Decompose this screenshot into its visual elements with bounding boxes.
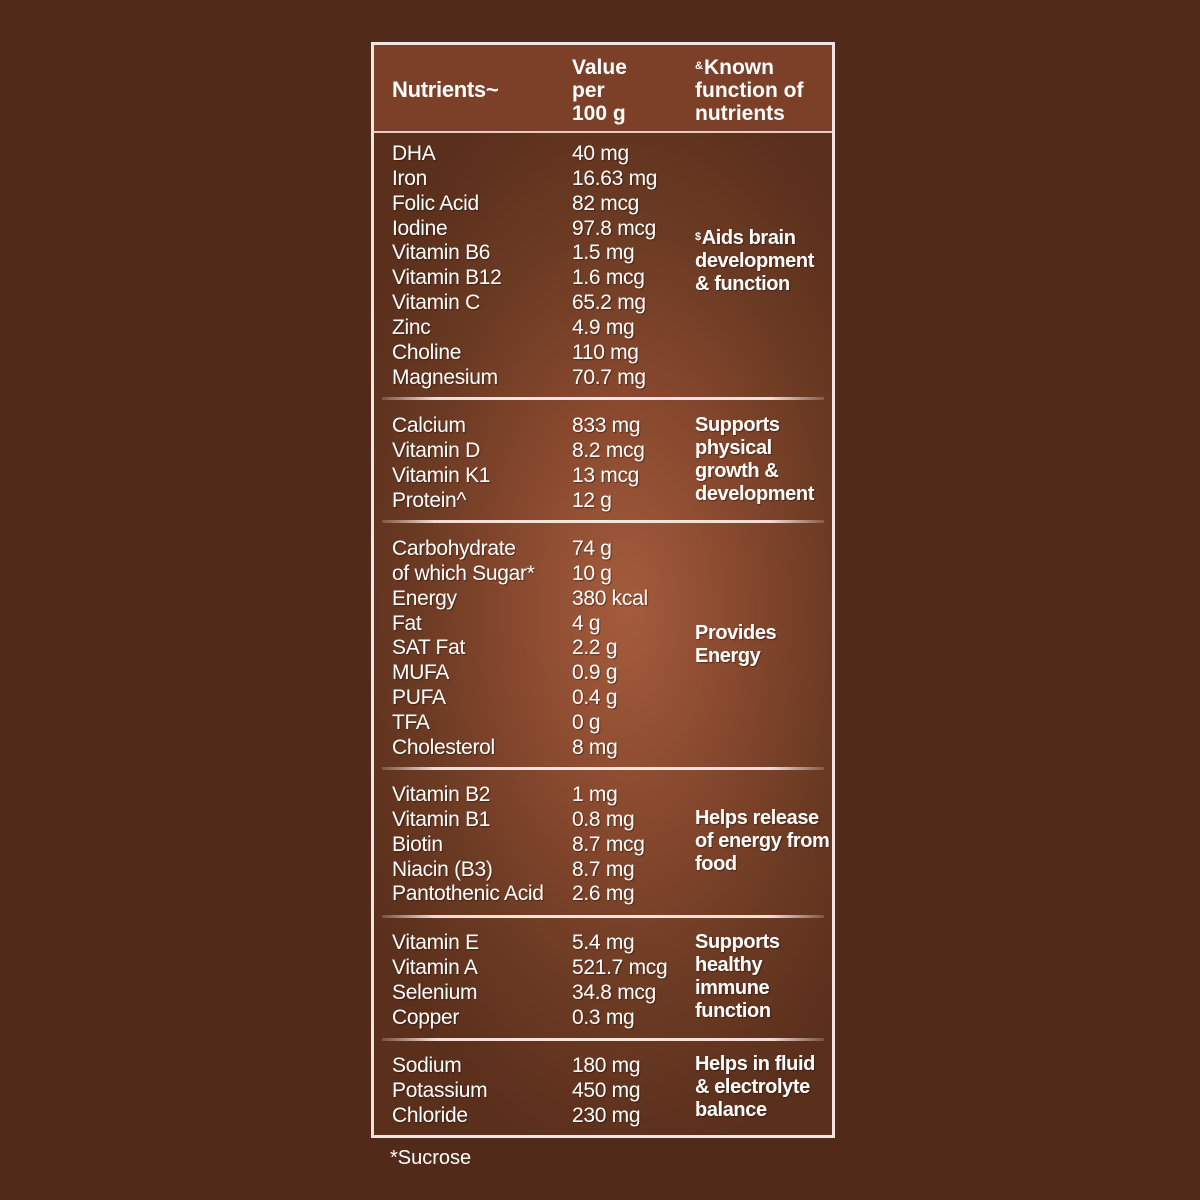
nutrient-name: Iron [392,166,427,190]
nutrient-value: 34.8 mcg [572,980,656,1004]
nutrient-value: 180 mg [572,1054,641,1077]
table-row [374,611,694,636]
nutrient-value: 2.6 mg [572,882,635,906]
table-row [374,980,694,1005]
nutrient-name: Pantothenic Acid [392,882,544,906]
nutrient-name: DHA [392,142,436,165]
nutrient-name: Vitamin K1 [392,463,491,487]
nutrient-value: 8 mg [572,735,618,759]
nutrient-value: 12 g [572,488,612,512]
table-row [374,1053,694,1078]
nutrient-name: Vitamin B1 [392,807,491,831]
header-known-marker: & [695,60,703,72]
nutrient-name: Energy [392,586,457,610]
nutrient-name: Choline [392,340,462,364]
nutrient-value: 4 g [572,611,601,635]
section-divider [382,520,824,523]
nutrient-value: 110 mg [572,340,639,364]
nutrition-table [371,42,835,1138]
nutrient-value: 8.7 mcg [572,832,645,856]
group-function [695,931,830,1023]
nutrient-name: Potassium [392,1078,488,1102]
nutrient-value: 16.63 mg [572,166,658,190]
nutrient-name: Calcium [392,414,466,437]
nutrient-value: 0 g [572,710,601,734]
function-text: Helps release of energy from food [695,807,830,875]
nutrient-name: Vitamin D [392,438,480,462]
nutrient-name: Vitamin B6 [392,241,491,265]
function-text: Helps in fluid & electrolyte balance [695,1053,815,1121]
group-function [695,807,830,876]
group-function [695,414,830,506]
table-row [374,635,694,660]
table-row [374,265,694,290]
group-function [695,622,830,668]
nutrient-name: Vitamin A [392,955,478,979]
nutrient-value: 4.9 mg [572,315,635,339]
table-row [374,807,694,832]
nutrient-value: 1 mg [572,783,618,806]
table-header [374,45,832,133]
nutrient-name: Cholesterol [392,735,495,759]
nutrient-value: 2.2 g [572,636,618,660]
table-row [374,240,694,265]
function-text: Supports healthy immune function [695,931,780,1022]
function-text: Aids brain development & function [695,227,814,295]
section-divider [382,915,824,918]
nutrient-name: Protein^ [392,488,466,512]
nutrient-name: Iodine [392,216,448,240]
table-row [374,1005,694,1030]
nutrient-value: 8.2 mcg [572,438,645,462]
header-known-function [695,56,830,125]
nutrient-value: 0.4 g [572,686,618,710]
nutrient-name: of which Sugar* [392,561,535,585]
section-divider [382,397,824,400]
nutrient-value: 8.7 mg [572,857,635,881]
nutrient-name: Chloride [392,1103,468,1127]
table-row [374,685,694,710]
nutrient-value: 230 mg [572,1103,641,1127]
nutrient-value: 10 g [572,561,612,585]
nutrient-value: 82 mcg [572,191,640,215]
nutrient-value: 5.4 mg [572,931,635,954]
table-row [374,955,694,980]
nutrient-name: Carbohydrate [392,537,516,560]
table-row [374,290,694,315]
header-known-text: Known function of nutrients [695,56,804,125]
table-row [374,1078,694,1103]
group-function [695,227,830,296]
nutrient-value: 70.7 mg [572,365,646,389]
nutrient-value: 380 kcal [572,586,648,610]
table-row [374,413,694,438]
nutrient-name: SAT Fat [392,636,465,660]
table-row [374,782,694,807]
nutrient-name: Vitamin C [392,291,480,315]
nutrient-value: 1.6 mcg [572,266,645,290]
table-row [374,857,694,882]
nutrient-name: Vitamin E [392,931,479,954]
nutrient-value: 1.5 mg [572,241,635,265]
table-row [374,881,694,906]
nutrient-value: 0.8 mg [572,807,635,831]
table-row [374,660,694,685]
table-row [374,735,694,760]
nutrient-name: Folic Acid [392,191,479,215]
table-row [374,832,694,857]
nutrient-value: 0.3 mg [572,1005,635,1029]
header-nutrients: Nutrients~ [392,77,499,102]
table-row [374,488,694,513]
table-row [374,586,694,611]
nutrient-value: 74 g [572,537,612,560]
table-row [374,141,694,166]
section-divider [382,1038,824,1041]
group-function [695,1053,830,1122]
nutrient-name: Niacin (B3) [392,857,493,881]
table-row [374,463,694,488]
table-row [374,166,694,191]
nutrient-value: 97.8 mcg [572,216,656,240]
nutrient-value: 13 mcg [572,463,640,487]
table-row [374,1103,694,1128]
nutrient-name: Biotin [392,832,443,856]
table-row [374,365,694,390]
nutrient-value: 833 mg [572,414,641,437]
nutrient-name: Selenium [392,980,478,1004]
nutrient-name: PUFA [392,686,446,710]
function-marker: $ [695,231,701,243]
table-row [374,438,694,463]
nutrient-name: Magnesium [392,365,498,389]
nutrient-name: Vitamin B2 [392,783,491,806]
table-row [374,561,694,586]
table-row [374,536,694,561]
nutrient-name: Vitamin B12 [392,266,502,290]
header-value: Value per 100 g [572,56,627,125]
table-row [374,216,694,241]
nutrient-value: 450 mg [572,1078,641,1102]
table-row [374,340,694,365]
nutrient-name: Zinc [392,315,431,339]
function-text: Provides Energy [695,622,777,667]
nutrient-name: MUFA [392,661,450,685]
nutrient-name: TFA [392,710,430,734]
nutrient-value: 40 mg [572,142,629,165]
nutrient-value: 521.7 mcg [572,955,668,979]
footnote: *Sucrose [390,1147,472,1169]
table-row [374,315,694,340]
table-row [374,191,694,216]
nutrient-name: Fat [392,611,422,635]
table-row [374,710,694,735]
nutrient-name: Copper [392,1005,460,1029]
section-divider [382,767,824,770]
function-text: Supports physical growth & development [695,414,814,505]
nutrient-value: 65.2 mg [572,291,646,315]
nutrient-value: 0.9 g [572,661,618,685]
nutrient-name: Sodium [392,1054,462,1077]
table-row [374,930,694,955]
